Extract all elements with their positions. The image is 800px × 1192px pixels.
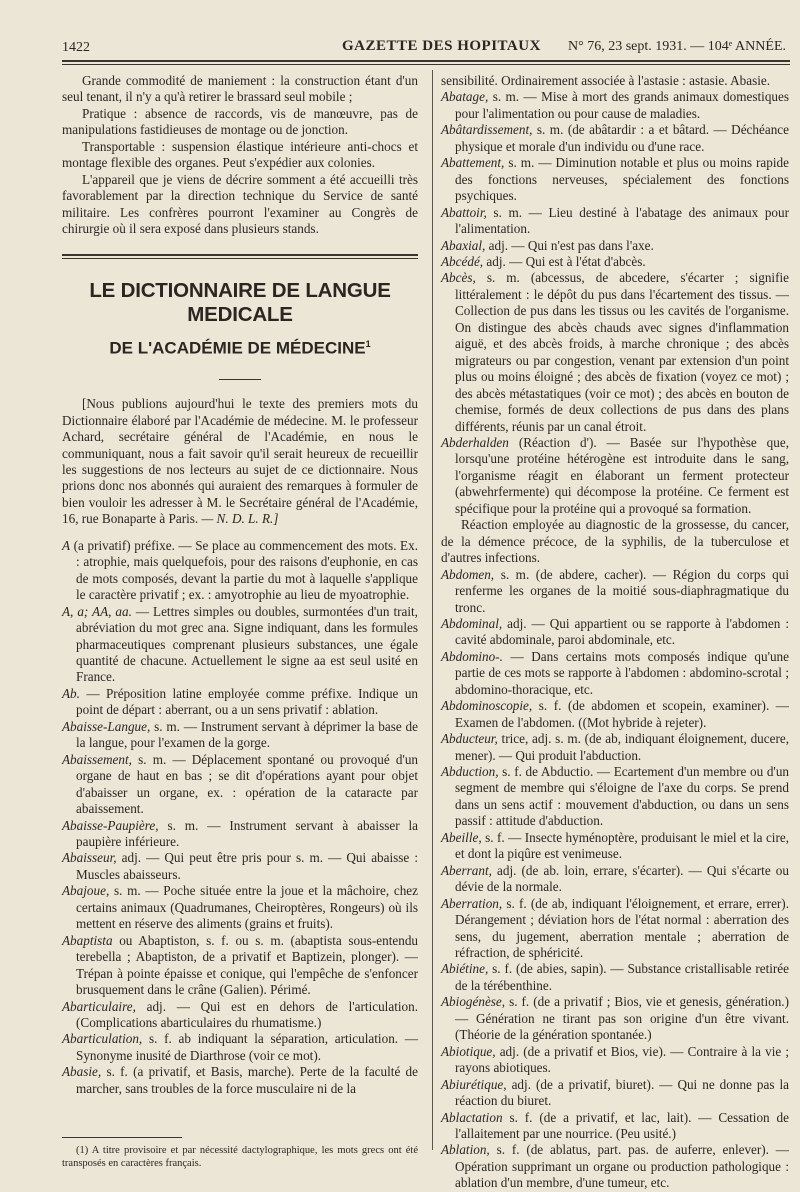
footnote-rule	[62, 1137, 182, 1138]
entry-headword: Abâtardissement,	[441, 122, 533, 138]
dictionary-entry	[441, 270, 789, 435]
page-number: 1422	[62, 40, 90, 55]
entry-continuation	[441, 517, 789, 566]
entry-headword: Abaissement,	[62, 751, 132, 767]
entry-headword: Abeille,	[441, 829, 482, 845]
entry-definition: — Lettres simples ou doubles, surmontées d'un trait, abréviation du mot grec ana. Signe indiquant, dans les formules pharmaceutiques comprenant plusieurs substances, une égale quantité de chacune. Actuellement le signe aa est seul usité en France.	[76, 603, 418, 685]
section-rule-thin	[62, 258, 418, 259]
entry-definition: s. f. (de a privatif ; Bios, vie et genesis, génération.) — Génération ne tirant pas son origine d'un être vivant. (Théorie de la génération spontanée.)	[455, 994, 789, 1043]
running-head	[62, 38, 786, 60]
entry-headword: Ablactation	[441, 1109, 503, 1125]
entry-headword: Abducteur,	[441, 731, 498, 747]
entry-definition: — Préposition latine employée comme préfixe. Indique un point de départ : aberrant, ou a un sens privatif : ablation.	[76, 685, 419, 718]
dictionary-entry	[441, 238, 789, 254]
spacer	[62, 528, 418, 538]
entry-definition: ou Abaptiston, s. f. ou s. m. (abaptista sous-entendu terebella ; Abaptiston, de a privatif et Baptizein, plonger). — Trépan à pointe épaisse et conique, qui l'empêche de s'enfoncer brusquement dans le crâne (Galien). Périmé.	[76, 932, 419, 998]
entry-headword: Abcès,	[441, 270, 476, 286]
entry-headword: A	[62, 537, 71, 553]
title-rule	[219, 379, 261, 380]
dictionary-entry	[441, 1110, 789, 1143]
entry-definition: — Dans certains mots composés indique qu'une partie de ces mots se rapporte à l'abdomen : abdomino-scrotal ; abdomino-thoracique, etc.	[455, 648, 789, 697]
entry-definition: s. m. — Instrument servant à déprimer la base de la langue, pour l'examen de la gorge.	[76, 718, 418, 751]
dictionary-entry	[441, 1044, 789, 1077]
entry-headword: Abiogénèse,	[441, 994, 506, 1010]
dictionary-entry	[441, 698, 789, 731]
dictionary-entry	[62, 818, 418, 851]
header-rule	[62, 60, 790, 62]
entry-definition: adj. — Qui est à l'état d'abcès.	[486, 253, 646, 269]
entry-headword: Aberration,	[441, 895, 503, 911]
entry-definition: (a privatif) préfixe. — Se place au commencement des mots. Ex. : atrophie, mais quelquefois, pour des raisons d'euphonie, en cas de mots composés, devant la partie du mot à laquelle s'applique le caractère privatif ; ex. : amyotrophie au lieu de myoatrophie.	[73, 537, 419, 603]
entry-headword: Abarticulation,	[62, 1031, 143, 1047]
editorial-intro-text: [Nous publions aujourd'hui le texte des premiers mots du Dictionnaire élaboré par l'Académie de médecine. M. le professeur Achard, secrétaire général de l'Académie, en nous le communiquant, nous a fait savoir qu'il serait heureux de recueillir les suggestions de nos lecteurs au sujet de ce dictionnaire. Nous prions donc nos abonnés qui auraient des remarques à formuler de bien vouloir les adresser à M. le Secrétaire général de l'Académie, 16, rue Bonaparte à Paris.	[62, 396, 418, 527]
dictionary-entry	[62, 883, 418, 932]
footnote: (1) A titre provisoire et par nécessité dactylographique, les mots grecs ont été transposés en caractères français.	[62, 1145, 418, 1170]
dictionary-entry	[441, 764, 789, 830]
right-column	[441, 73, 789, 1192]
entry-headword: A, a; AA, aa.	[62, 603, 132, 619]
entry-headword: Ablation,	[441, 1142, 490, 1158]
entry-definition: s. m. — Déplacement spontané ou provoqué d'un organe de haut en bas ; se dit d'opérations ayant pour objet d'abaisser un organe, ex. : opération de la cataracte par abaissement.	[76, 751, 419, 817]
section-rule	[62, 254, 418, 256]
entry-definition: s. m. (de abdere, cacher). — Région du corps qui renferme les organes de la moitié sous-diaphragmatique du tronc.	[455, 566, 790, 615]
entry-headword: Abajoue,	[62, 883, 110, 899]
entry-headword: Abaxial,	[441, 237, 486, 253]
entry-headword: Abdominoscopie,	[441, 698, 533, 714]
article-subtitle	[62, 333, 418, 360]
entry-definition: adj. — Qui est en dehors de l'articulation. (Complications abarticulaires du rhumatisme.)	[76, 998, 419, 1030]
entry-headword: Abcédé,	[441, 253, 484, 269]
dictionary-entry	[62, 850, 418, 883]
left-column	[62, 73, 418, 1170]
column-divider	[432, 70, 433, 1150]
dictionary-entry	[441, 616, 789, 649]
dictionary-entry	[441, 896, 789, 962]
dictionary-entry	[62, 604, 418, 686]
dictionary-entry	[441, 254, 789, 270]
entry-headword: Aberrant,	[441, 862, 492, 878]
editorial-intro	[62, 396, 418, 528]
entry-headword: Ab.	[62, 685, 80, 701]
entry-headword: Abaisseur,	[62, 850, 117, 866]
footnote-marker: 1	[365, 338, 371, 349]
entry-headword: Abaptista	[62, 932, 113, 948]
entry-definition: s. f. (de a privatif, et lac, lait). — Cessation de l'allaitement par une nourrice. (Peu usité.)	[455, 1109, 790, 1141]
entry-headword: Abdomen,	[441, 566, 495, 582]
entry-definition: adj. — Qui appartient ou se rapporte à l'abdomen : cavité abdominale, paroi abdominale, etc.	[455, 615, 790, 648]
entry-definition: (Réaction d'). — Basée sur l'hypothèse que, lorsqu'une protéine hétérogène est introduite dans le sang, l'organisme réagit en élaborant un ferment protecteur (abwehrfermente) qui décompose la protéine. Ce ferment est spécifique pour la protéine qui a provoqué sa formation.	[455, 434, 790, 516]
dictionary-entry	[62, 933, 418, 999]
entry-definition: s. f. (a privatif, et Basis, marche). Perte de la faculté de marcher, sans troubles de la force musculaire ni de la	[76, 1064, 418, 1096]
entry-definition: s. f. (de ab, indiquant l'éloignement, et errare, errer). Dérangement ; déviation hors de l'état normal : aberration des sens, du jugement, aberration mentale ; aberration de réfraction, de sphéricité.	[455, 895, 789, 961]
entry-headword: Abattoir,	[441, 204, 487, 220]
dictionary-entry	[441, 961, 789, 994]
dictionary-entry	[441, 731, 789, 764]
dictionary-entry	[62, 1064, 418, 1097]
entry-definition: s. f. (de ablatus, part. pas. de auferre, enlever). — Opération supprimant un organe ou production pathologique : ablation d'un membre, d'une tumeur, etc.	[455, 1142, 789, 1191]
article-title: LE DICTIONNAIRE DE LANGUE MEDICALE	[89, 278, 391, 326]
entry-headword: Abiétine,	[441, 961, 489, 977]
entry-definition: s. m. (abcessus, de abcedere, s'écarter ; signifie littéralement : le dépôt du pus dans l'écartement des tissus. — Collection de pus dans les tissus ou les cavités de l'organisme. On distingue des abcès chauds avec signes d'inflammation aiguë, et des abcès froids, à marche chronique ; des abcès migrateurs ou par congestion, venant par extension d'un point plus ou moins éloigné ; des abcès de fixation (voyez ce mot) ; des abcès métastatiques (voir ce mot) ; des abcès en bouton de chemise, formés de deux collections de pus dans des plans différents, réunis par un canal étroit.	[455, 270, 789, 434]
entry-definition: s. f. (de abdomen et scopein, examiner). — Examen de l'abdomen. ((Mot hybride à rejeter).	[455, 698, 789, 730]
entry-headword: Abasie,	[62, 1064, 102, 1080]
issue-info: N° 76, 23 sept. 1931. — 104ᵉ ANNÉE.	[567, 39, 786, 54]
entry-headword: Abdominal,	[441, 615, 503, 631]
editorial-signature: — N. D. L. R.]	[201, 511, 279, 527]
entry-definition: s. f. (de abies, sapin). — Substance cristallisable retirée de la térébenthine.	[455, 961, 790, 993]
dictionary-entry	[441, 567, 789, 616]
dictionary-entry	[441, 435, 789, 517]
dictionary-entry	[441, 122, 789, 155]
entry-definition: s. m. — Instrument servant à abaisser la paupière inférieure.	[76, 817, 419, 849]
entry-headword: Abduction,	[441, 764, 499, 780]
continuation-paragraph: Transportable : suspension élastique intérieure anti-chocs et montage flexible des organes. Peut s'expédier aux colonies.	[62, 138, 418, 171]
continuation-paragraph: Pratique : absence de raccords, vis de manœuvre, pas de manipulations fastidieuses de montage ou de jonction.	[62, 105, 418, 138]
dictionary-entry	[62, 719, 418, 752]
continuation-paragraph: L'appareil que je viens de décrire somment a été accueilli très favorablement par la direction technique du Service de santé militaire. Les confrères pourront l'examiner au Congrès de chirurgie où il sera exposé dans plusieurs stands.	[62, 171, 418, 237]
entry-definition: trice, adj. s. m. (de ab, indiquant éloignement, ducere, mener). — Qui produit l'abduction.	[455, 731, 790, 763]
dictionary-entry	[441, 205, 789, 238]
entry-definition: s. m. — Mise à mort des grands animaux domestiques pour l'alimentation ou pour cause de maladies.	[455, 89, 789, 121]
entry-definition: s. f. de Abductio. — Ecartement d'un membre ou d'un segment de membre qui s'éloigne de l'axe du corps. Se prend dans un sens actif : mouvement d'abduction, ou dans un sens passif : attitude d'abduction.	[455, 764, 789, 829]
article-subtitle-text: DE L'ACADÉMIE DE MÉDECINE	[109, 338, 366, 358]
entry-definition: adj. — Qui n'est pas dans l'axe.	[488, 237, 654, 253]
entry-definition: s. f. ab indiquant la séparation, articulation. — Synonyme inusité de Diarthrose (voir ce mot).	[76, 1031, 419, 1063]
entry-definition: s. m. (de abâtardir : a et bâtard. — Déchéance physique et morale d'un individu ou d'une race.	[455, 122, 790, 154]
entry-definition: adj. (de a privatif et Bios, vie). — Contraire à la vie ; rayons abiotiques.	[455, 1043, 789, 1076]
dictionary-entry	[441, 89, 789, 122]
dictionary-entry	[62, 686, 418, 719]
entry-definition: adj. — Qui peut être pris pour s. m. — Qui abaisse : Muscles abaisseurs.	[76, 850, 419, 882]
entry-definition: s. m. — Lieu destiné à l'abatage des animaux pour l'alimentation.	[455, 204, 790, 237]
dictionary-entry	[441, 994, 789, 1043]
dictionary-entry	[441, 1142, 789, 1191]
entry-definition: s. m. — Poche située entre la joue et la mâchoire, chez certains animaux (Quadrumanes, Cheiroptères, Rongeurs) où ils mettent en réserve des aliments (grains et fruits).	[76, 883, 418, 932]
entry-headword: Abiotique,	[441, 1043, 496, 1059]
entry-headword: Abiurétique,	[441, 1076, 507, 1092]
entry-definition: s. f. — Insecte hyménoptère, produisant le miel et la cire, et dont la piqûre est venimeuse.	[455, 829, 790, 862]
dictionary-entry	[62, 999, 418, 1032]
header-rule-thin	[62, 64, 790, 65]
entry-definition: Réaction employée au diagnostic de la grossesse, du cancer, de la démence précoce, de la syphilis, de la tuberculose et d'autres infections.	[441, 517, 789, 566]
entry-headword: Abderhalden	[441, 434, 509, 450]
continuation-paragraph: sensibilité. Ordinairement associée à l'astasie : astasie. Abasie.	[441, 73, 771, 88]
entry-headword: Abaisse-Paupière,	[62, 817, 159, 833]
dictionary-entry	[62, 1031, 418, 1064]
entry-headword: Abatage,	[441, 89, 489, 105]
entry-definition: s. m. — Diminution notable et plus ou moins rapide des fonctions nerveuses, spécialement des fonctions psychiques.	[455, 155, 789, 204]
dictionary-entry	[441, 155, 789, 204]
dictionary-entry	[62, 752, 418, 818]
dictionary-entry	[62, 538, 418, 604]
entry-headword: Abattement,	[441, 155, 505, 171]
dictionary-entry	[441, 863, 789, 896]
dictionary-entry	[441, 649, 789, 698]
continuation-paragraph: Grande commodité de maniement : la construction étant d'un seul tenant, il n'y a qu'à retirer le brassard seul mobile ;	[62, 73, 418, 105]
entry-headword: Abdomino-.	[441, 648, 503, 664]
journal-title: GAZETTE DES HOPITAUX	[342, 38, 541, 54]
entry-definition: adj. (de a privatif, biuret). — Qui ne donne pas la réaction du biuret.	[455, 1076, 790, 1109]
entry-headword: Abarticulaire,	[62, 998, 136, 1014]
dictionary-entry	[441, 830, 789, 863]
entry-definition: adj. (de ab. loin, errare, s'écarter). — Qui s'écarte ou dévie de la normale.	[455, 862, 789, 895]
dictionary-entry	[441, 1077, 789, 1110]
entry-headword: Abaisse-Langue,	[62, 718, 151, 734]
